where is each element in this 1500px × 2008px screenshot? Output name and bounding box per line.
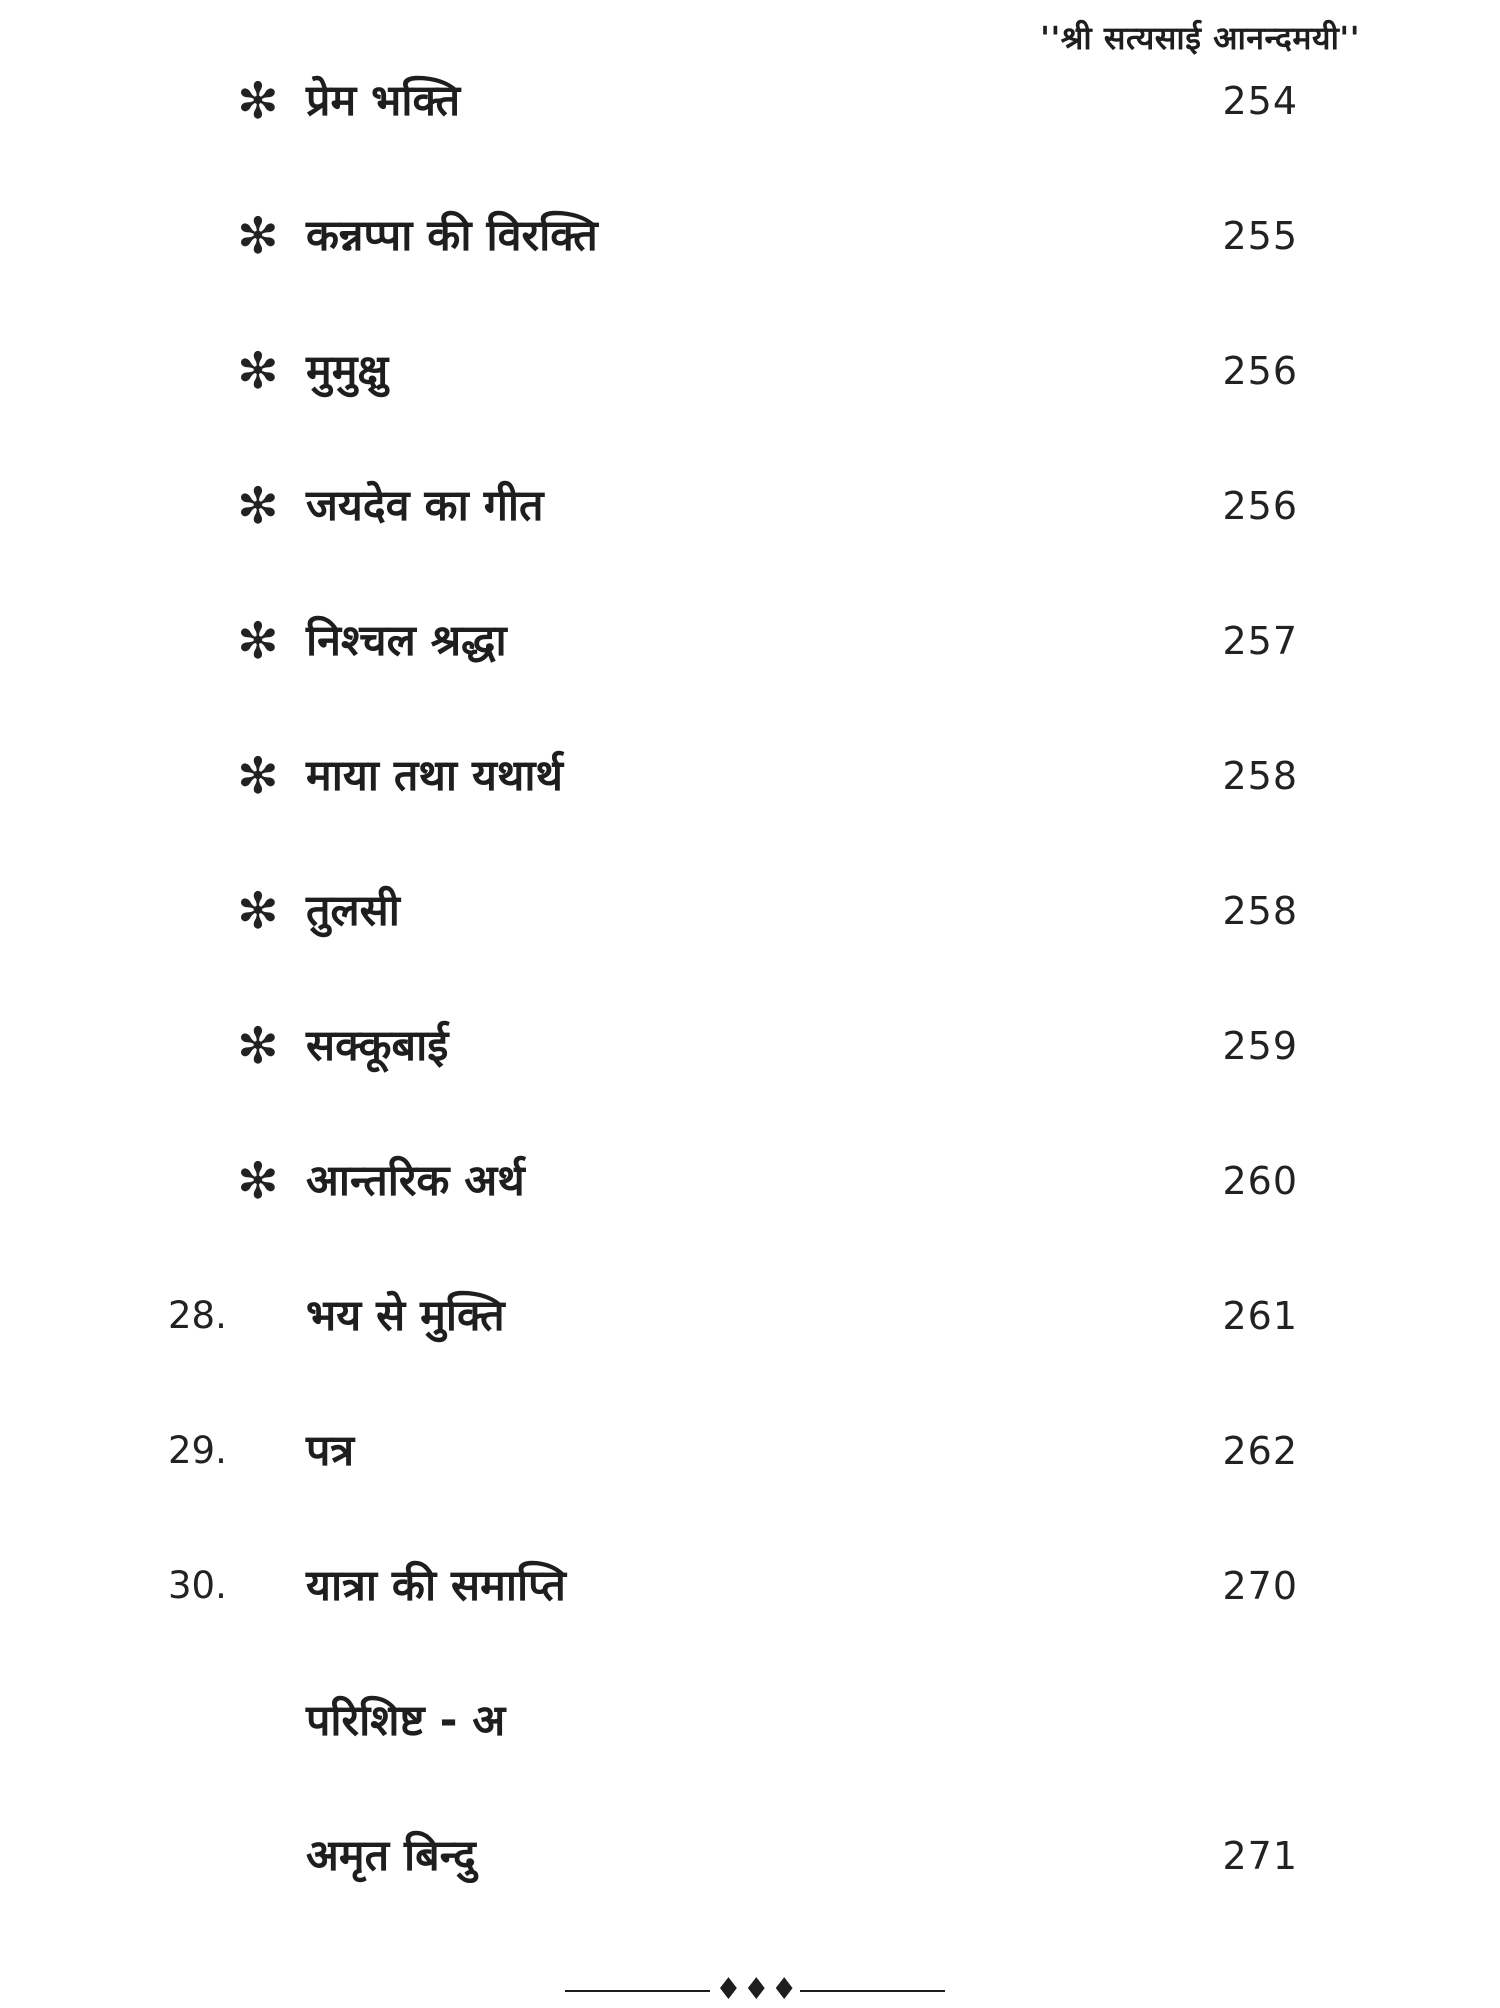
toc-entry-page: 261 xyxy=(1222,1294,1298,1338)
toc-entry-page: 255 xyxy=(1222,214,1298,258)
toc-entry-page: 256 xyxy=(1222,349,1298,393)
toc-entry-page: 259 xyxy=(1222,1024,1298,1068)
toc-entry-title: माया तथा यथार्थ xyxy=(306,751,564,801)
toc-entry-title: तुलसी xyxy=(306,886,400,936)
asterisk-icon: ✻ xyxy=(237,1152,279,1210)
toc-entry xyxy=(0,1551,1500,1621)
toc-entry xyxy=(0,1416,1500,1486)
toc-entry-page: 258 xyxy=(1222,754,1298,798)
chapter-number: 30. xyxy=(168,1564,227,1607)
toc-entry xyxy=(0,1686,1500,1756)
chapter-number xyxy=(168,1686,276,1756)
toc-entry xyxy=(0,1146,1500,1216)
chapter-number: 29. xyxy=(168,1429,227,1472)
toc-entry-title: आन्तरिक अर्थ xyxy=(306,1156,525,1206)
running-header-title: ''श्री सत्यसाई आनन्दमयी'' xyxy=(1040,19,1360,57)
toc-entry xyxy=(0,606,1500,676)
toc-entry-title: प्रेम भक्ति xyxy=(306,76,461,126)
asterisk-icon: ✻ xyxy=(237,72,279,130)
footer-line-right xyxy=(800,1990,945,1992)
asterisk-icon: ✻ xyxy=(237,477,279,535)
toc-entry xyxy=(0,201,1500,271)
footer-ornament xyxy=(565,1972,945,2007)
toc-entry xyxy=(0,1011,1500,1081)
diamond-icon: ♦♦♦ xyxy=(715,1972,799,2007)
toc-entry-title: सक्कूबाई xyxy=(306,1021,449,1071)
toc-entry-page: 270 xyxy=(1222,1564,1298,1608)
asterisk-icon: ✻ xyxy=(237,207,279,265)
toc-entry xyxy=(0,66,1500,136)
toc-entry-page: 258 xyxy=(1222,889,1298,933)
toc-entry-page: 256 xyxy=(1222,484,1298,528)
toc-entry xyxy=(0,471,1500,541)
toc-entry-title: कन्नप्पा की विरक्ति xyxy=(306,211,598,261)
toc-entry-title: भय से मुक्ति xyxy=(306,1291,505,1341)
footer-line-left xyxy=(565,1990,710,1992)
toc-entry xyxy=(0,1281,1500,1351)
asterisk-icon: ✻ xyxy=(237,882,279,940)
toc-entry xyxy=(0,1821,1500,1891)
toc-entry-page: 271 xyxy=(1222,1834,1298,1878)
toc-entry-title: मुमुक्षु xyxy=(306,346,389,396)
asterisk-icon: ✻ xyxy=(237,342,279,400)
asterisk-icon: ✻ xyxy=(237,747,279,805)
asterisk-icon: ✻ xyxy=(237,612,279,670)
toc-entry xyxy=(0,336,1500,406)
chapter-number: 28. xyxy=(168,1294,227,1337)
toc-entry-title: निश्चल श्रद्धा xyxy=(306,616,507,666)
toc-entry-title: यात्रा की समाप्ति xyxy=(306,1561,566,1611)
toc-entry-page: 257 xyxy=(1222,619,1298,663)
chapter-number xyxy=(168,1821,276,1891)
toc-entry xyxy=(0,876,1500,946)
toc-entry-page: 262 xyxy=(1222,1429,1298,1473)
toc-entry-title: जयदेव का गीत xyxy=(306,481,544,531)
toc-entry-page: 260 xyxy=(1222,1159,1298,1203)
asterisk-icon: ✻ xyxy=(237,1017,279,1075)
toc-entry-title: पत्र xyxy=(306,1426,355,1476)
toc-entry-title: परिशिष्ट - अ xyxy=(306,1696,506,1746)
toc-entry-page: 254 xyxy=(1222,79,1298,123)
toc-entry-title: अमृत बिन्दु xyxy=(306,1831,476,1881)
toc-entry xyxy=(0,741,1500,811)
